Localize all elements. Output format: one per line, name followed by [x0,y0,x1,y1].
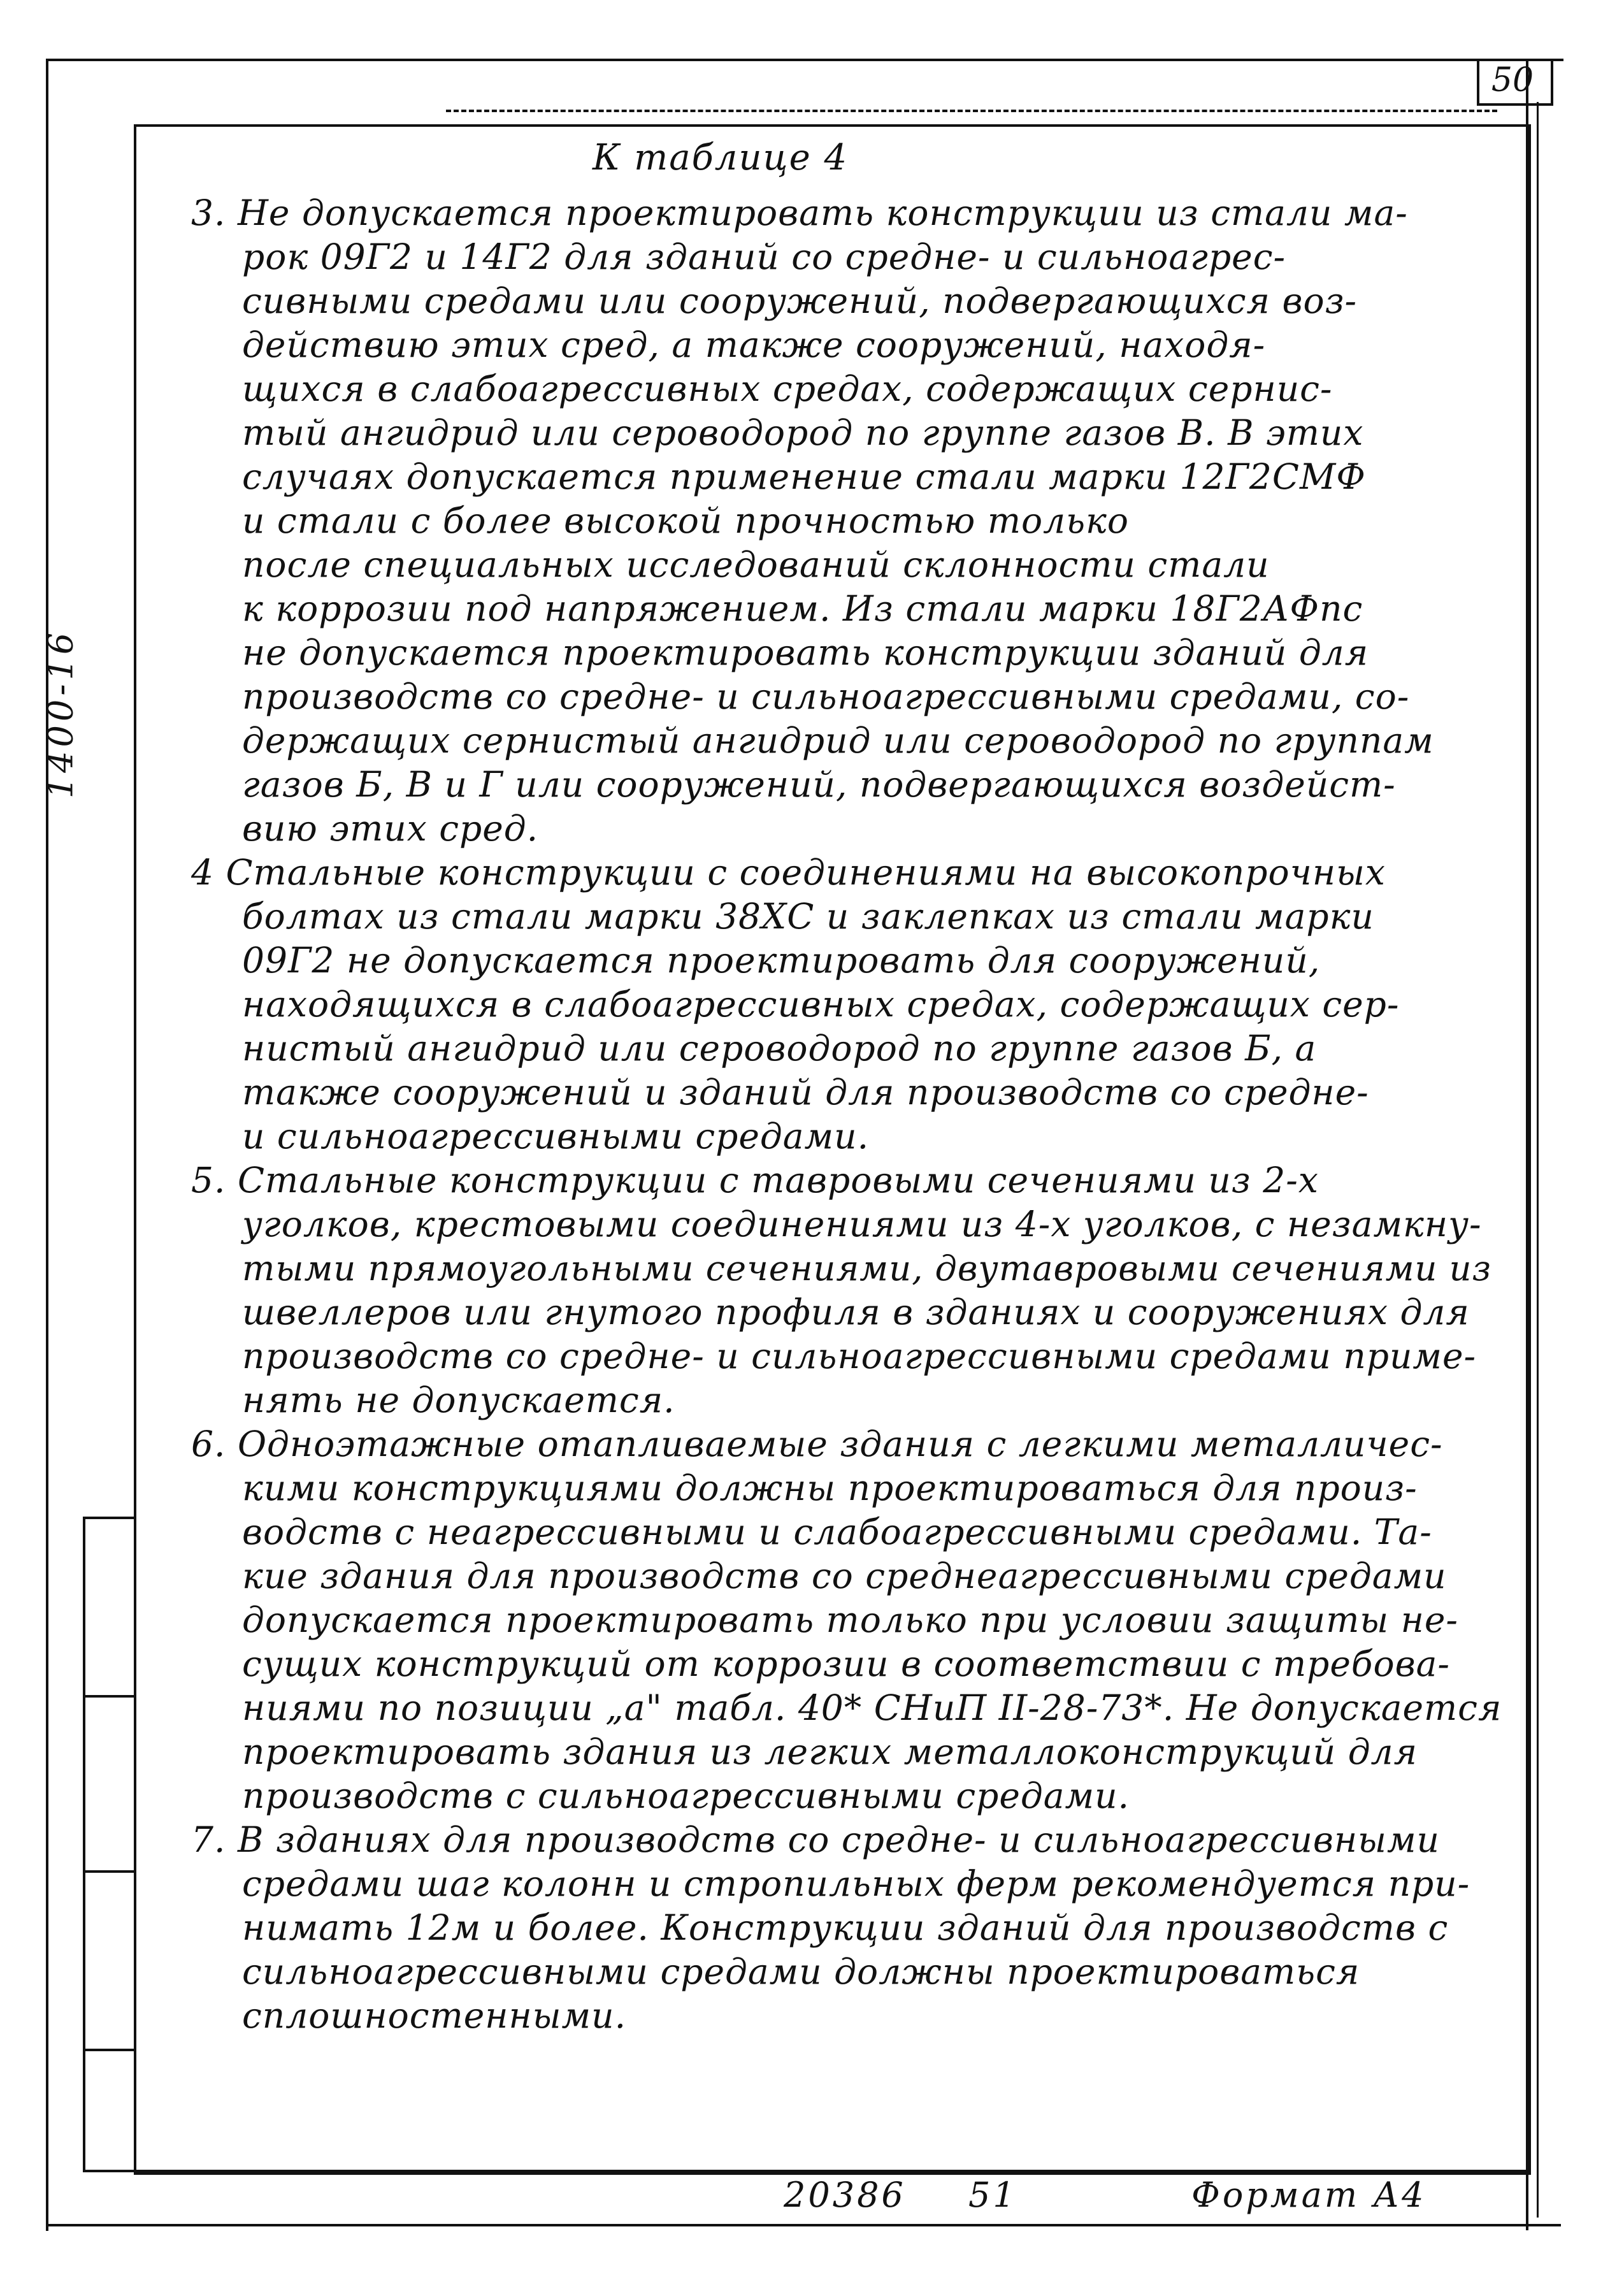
text-line: случаях допускается применение стали марки 12Г2СМФ [242,456,1366,497]
paragraph-item-4 [191,851,1504,1158]
text-line: сущих конструкций от коррозии в соответствии с требова- [242,1643,1450,1684]
margin-stamp-divider [85,2049,136,2051]
text-line: 09Г2 не допускается проектировать для сооружений, [242,940,1321,981]
footer-format: Формат А4 [1191,2175,1426,2215]
text-line: нять не допускается. [242,1380,675,1420]
text-line: проектировать здания из легких металлоконструкций для [242,1731,1418,1772]
text-line: и сильноагрессивными средами. [242,1116,870,1157]
text-line: производств с сильноагрессивными средами. [242,1775,1130,1816]
text-line: 7. В зданиях для производств со средне- и сильноагрессивными [191,1819,1440,1860]
text-line: тый ангидрид или сероводород по группе газов В. В этих [242,412,1364,453]
text-line: швеллеров или гнутого профиля в зданиях и сооружениях для [242,1292,1470,1332]
paragraph-item-7 [191,1818,1504,2038]
margin-stamp-divider [85,1517,136,1519]
text-line: 4 Стальные конструкции с соединениями на высокопрочных [191,852,1386,893]
text-line: также сооружений и зданий для производств со средне- [242,1072,1369,1113]
margin-stamp-column [83,1517,136,2170]
text-line: 6. Одноэтажные отапливаемые здания с легкими металличес- [191,1424,1443,1464]
text-line: водств с неагрессивными и слабоагрессивными средами. Та- [242,1511,1432,1552]
text-line: щихся в слабоагрессивных средах, содержащих сернис- [242,368,1333,409]
text-line: и стали с более высокой прочностью только [242,500,1130,541]
text-line: кими конструкциями должны проектироваться для произ- [242,1468,1418,1508]
right-border-line-inner [1537,102,1539,2218]
text-line: к коррозии под напряжением. Из стали марки 18Г2АФпс [242,588,1363,629]
text-line: допускается проектировать только при условии защиты не- [242,1599,1458,1640]
paragraph-item-5 [191,1158,1504,1422]
bottom-border-line [46,2224,1561,2226]
text-line: газов Б, В и Г или сооружений, подвергающихся воздейст- [242,764,1396,805]
text-line: болтах из стали марки 38ХС и заклепках из стали марки [242,896,1374,937]
paragraph-item-6 [191,1422,1504,1818]
text-line: держащих сернистый ангидрид или сероводород по группам [242,720,1434,761]
text-line: ниями по позиции „а" табл. 40* СНиП II-28-73*. Не допускается [242,1687,1502,1728]
text-line: кие здания для производств со среднеагрессивными средами [242,1555,1447,1596]
text-line: нимать 12м и более. Конструкции зданий для производств с [242,1907,1449,1948]
right-border-line [1526,59,1528,2230]
text-line: уголков, крестовыми соединениями из 4-х уголков, с незамкну- [242,1204,1482,1244]
margin-stamp-divider [85,1695,136,1698]
text-line: действию этих сред, а также сооружений, находя- [242,324,1266,365]
text-line: сильноагрессивными средами должны проектироваться [242,1951,1360,1992]
text-line: после специальных исследований склонности стали [242,544,1270,585]
margin-label-text: 1400-16 [40,628,81,799]
paragraph-item-3 [191,191,1504,851]
page-number: 50 [1491,61,1534,99]
body-text [191,191,1504,2038]
text-line: 5. Стальные конструкции с тавровыми сечениями из 2-х [191,1160,1319,1201]
text-line: производств со средне- и сильноагрессивными средами, со- [242,676,1410,717]
text-line: сплошностенными. [242,1995,627,2036]
text-line: рок 09Г2 и 14Г2 для зданий со средне- и сильноагрес- [242,236,1286,277]
text-line: производств со средне- и сильноагрессивными средами приме- [242,1336,1477,1376]
top-dashed-line [446,110,1497,112]
footer-sheet-number: 51 [968,2175,1017,2215]
text-line: вию этих сред. [242,808,539,849]
footer-document-number: 20386 [784,2175,906,2215]
text-line: тыми прямоугольными сечениями, двутавровыми сечениями из [242,1248,1492,1288]
margin-stamp-divider [85,1870,136,1873]
text-line: сивными средами или сооружений, подвергающихся воз- [242,280,1358,321]
text-line: находящихся в слабоагрессивных средах, содержащих сер- [242,984,1400,1025]
text-line: нистый ангидрид или сероводород по группе газов Б, а [242,1028,1317,1069]
text-line: 3. Не допускается проектировать конструкции из стали ма- [191,192,1408,233]
text-line: не допускается проектировать конструкции зданий для [242,632,1369,673]
text-line: средами шаг колонн и стропильных ферм рекомендуется при- [242,1863,1470,1904]
page-heading: К таблице 4 [593,137,849,178]
